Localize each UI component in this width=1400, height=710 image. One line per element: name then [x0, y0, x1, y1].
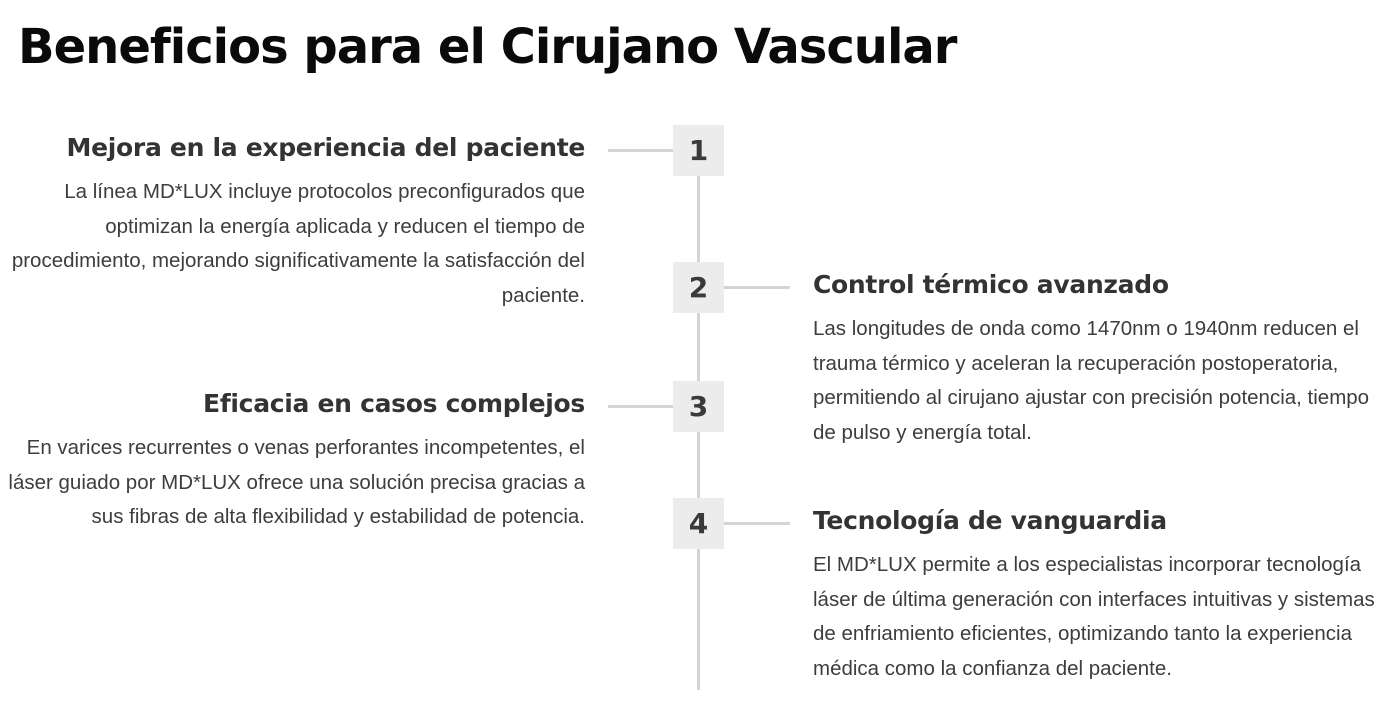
- timeline-marker-4: 4: [673, 498, 724, 549]
- timeline-item-title: Control térmico avanzado: [813, 270, 1169, 299]
- timeline-item-title: Tecnología de vanguardia: [813, 506, 1167, 535]
- timeline-item-title: Eficacia en casos complejos: [203, 389, 585, 418]
- timeline-item-4: [813, 504, 1383, 686]
- timeline-item-1: [0, 131, 585, 313]
- timeline-marker-3: 3: [673, 381, 724, 432]
- timeline-item-title: Mejora en la experiencia del paciente: [66, 133, 585, 162]
- timeline-connector-4: [724, 522, 790, 525]
- timeline-item-text: Las longitudes de onda como 1470nm o 1940nm reducen el trauma térmico y aceleran la recuperación postoperatoria, permitiendo al cirujano ajustar con precisión potencia, tiempo de pulso y energía total.: [813, 317, 1370, 444]
- page-title: Beneficios para el Cirujano Vascular: [18, 19, 957, 75]
- timeline-marker-2: 2: [673, 262, 724, 313]
- timeline-item-3: [0, 387, 585, 535]
- timeline-connector-1: [608, 149, 673, 152]
- timeline-marker-1: 1: [673, 125, 724, 176]
- timeline-item-text: En varices recurrentes o venas perforantes incompetentes, el láser guiado por MD*LUX ofrece una solución precisa gracias a sus fibras de alta flexibilidad y estabilidad de potencia.: [8, 436, 585, 528]
- timeline-connector-3: [608, 405, 673, 408]
- timeline-item-text: El MD*LUX permite a los especialistas incorporar tecnología láser de última generación con interfaces intuitivas y sistemas de enfriamiento eficientes, optimizando tanto la experiencia médica como la confianza del paciente.: [813, 553, 1375, 680]
- timeline-item-text: La línea MD*LUX incluye protocolos preconfigurados que optimizan la energía aplicada y reducen el tiempo de procedimiento, mejorando significativamente la satisfacción del paciente.: [11, 180, 585, 307]
- timeline-item-2: [813, 268, 1383, 450]
- timeline-connector-2: [724, 286, 790, 289]
